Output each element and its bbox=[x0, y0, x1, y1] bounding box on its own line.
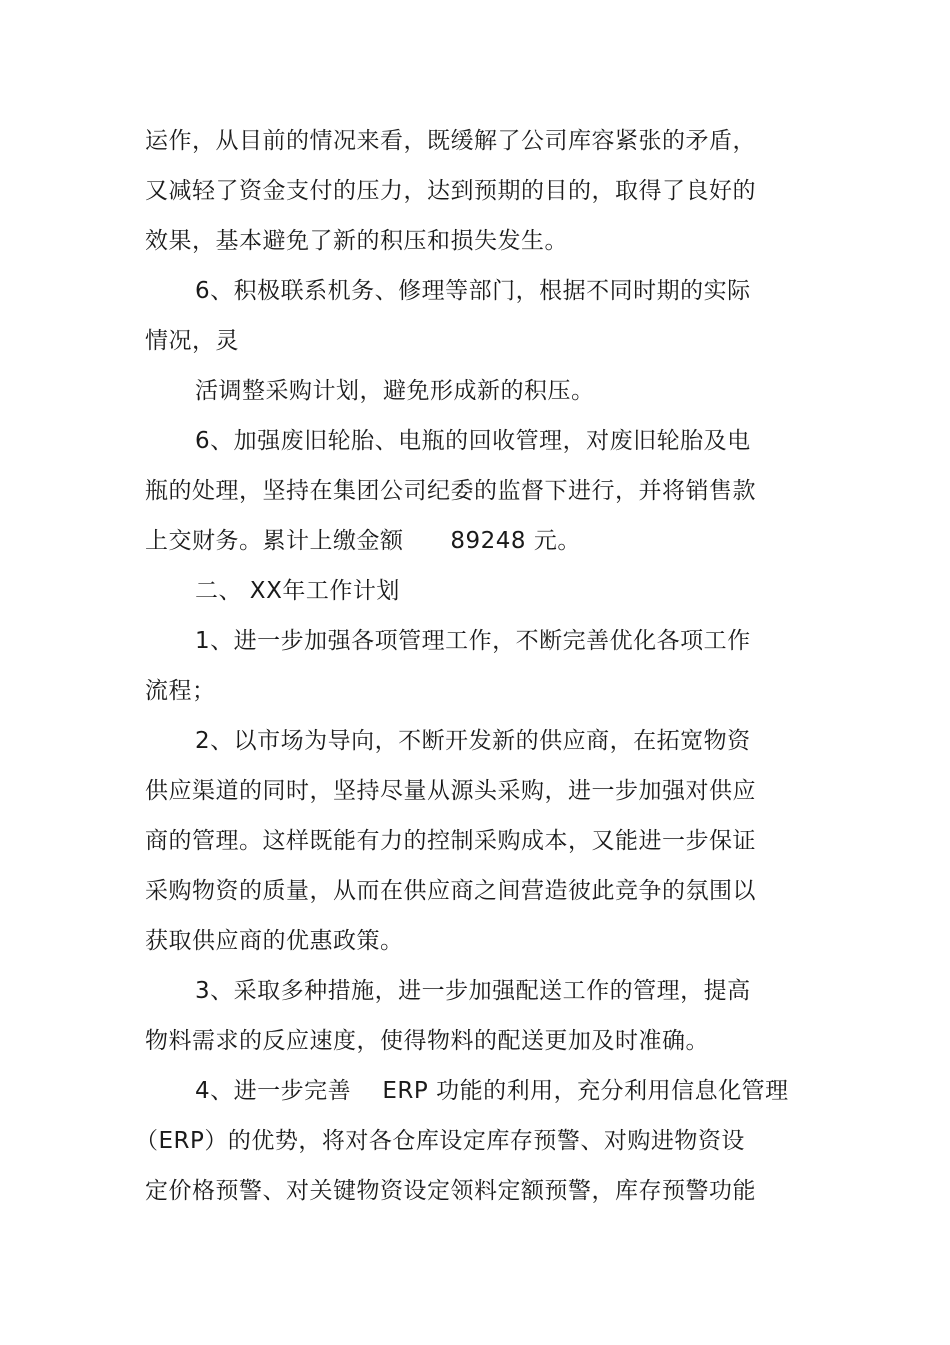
paragraph-line: 6、加强废旧轮胎、电瓶的回收管理，对废旧轮胎及电 bbox=[195, 428, 751, 454]
paragraph-line: （ERP）的优势，将对各仓库设定库存预警、对购进物资设 bbox=[135, 1128, 745, 1154]
section-heading: 二、 XX年工作计划 bbox=[195, 578, 400, 604]
paragraph-line: 供应渠道的同时，坚持尽量从源头采购，进一步加强对供应 bbox=[145, 778, 756, 804]
paragraph-line: 流程； bbox=[145, 678, 216, 704]
paragraph-line: 运作，从目前的情况来看，既缓解了公司库容紧张的矛盾， bbox=[145, 128, 756, 154]
paragraph-line: 商的管理。这样既能有力的控制采购成本，又能进一步保证 bbox=[145, 828, 756, 854]
paragraph-line: 6、积极联系机务、修理等部门，根据不同时期的实际 bbox=[195, 278, 751, 304]
paragraph-line: 活调整采购计划，避免形成新的积压。 bbox=[195, 378, 595, 404]
paragraph-line: 瓶的处理，坚持在集团公司纪委的监督下进行，并将销售款 bbox=[145, 478, 756, 504]
paragraph-line: 上交财务。累计上缴金额 89248 元。 bbox=[145, 528, 581, 554]
paragraph-line: 又减轻了资金支付的压力，达到预期的目的，取得了良好的 bbox=[145, 178, 756, 204]
paragraph-line: 2、以市场为导向，不断开发新的供应商，在拓宽物资 bbox=[195, 728, 751, 754]
paragraph-line: 物料需求的反应速度，使得物料的配送更加及时准确。 bbox=[145, 1028, 709, 1054]
paragraph-line: 1、进一步加强各项管理工作，不断完善优化各项工作 bbox=[195, 628, 751, 654]
paragraph-line: 采购物资的质量，从而在供应商之间营造彼此竞争的氛围以 bbox=[145, 878, 756, 904]
paragraph-line: 3、采取多种措施，进一步加强配送工作的管理，提高 bbox=[195, 978, 751, 1004]
paragraph-line: 定价格预警、对关键物资设定领料定额预警，库存预警功能 bbox=[145, 1178, 756, 1204]
paragraph-line: 获取供应商的优惠政策。 bbox=[145, 928, 404, 954]
paragraph-line: 4、进一步完善 ERP 功能的利用，充分利用信息化管理 bbox=[195, 1078, 789, 1104]
paragraph-line: 情况，灵 bbox=[145, 328, 239, 354]
paragraph-line: 效果，基本避免了新的积压和损失发生。 bbox=[145, 228, 568, 254]
